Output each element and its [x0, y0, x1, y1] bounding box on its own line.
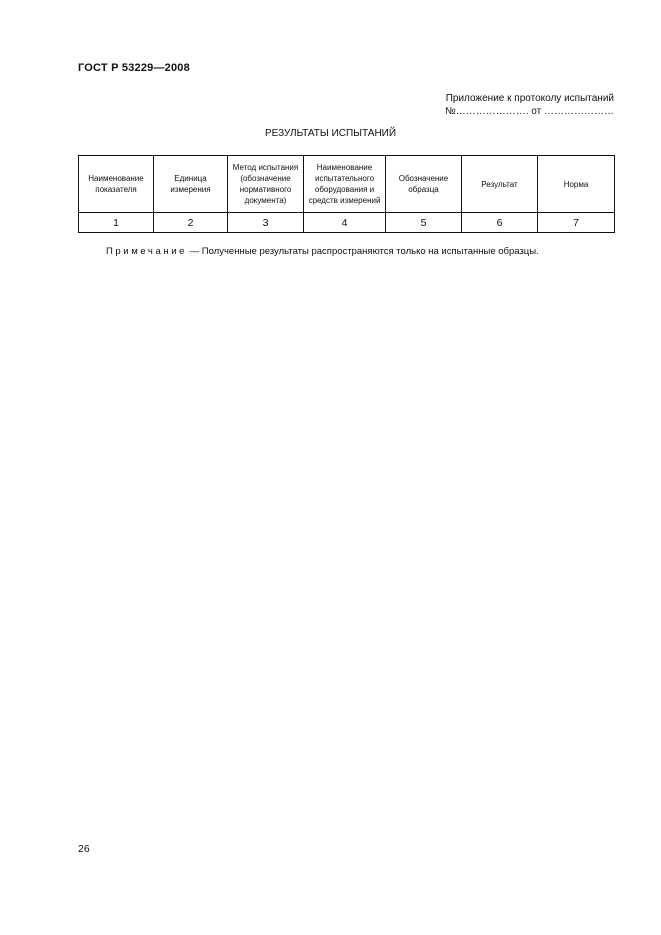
- column-header-norm: Норма: [538, 156, 615, 213]
- column-number: 3: [228, 213, 304, 233]
- column-header-sample-id: Обозначение образца: [386, 156, 462, 213]
- column-number: 6: [462, 213, 538, 233]
- section-title: РЕЗУЛЬТАТЫ ИСПЫТАНИЙ: [264, 128, 397, 139]
- table-note: [106, 246, 539, 257]
- column-number: 7: [538, 213, 615, 233]
- column-header-test-method: Метод испытания (обозначение нормативного документа): [228, 156, 304, 213]
- page-number: 26: [78, 843, 90, 855]
- column-header-unit: Единица измерения: [154, 156, 228, 213]
- column-number: 4: [304, 213, 386, 233]
- note-label: Примечание: [106, 246, 187, 257]
- column-header-equipment: Наименование испытательного оборудования и средств измерений: [304, 156, 386, 213]
- column-number: 2: [154, 213, 228, 233]
- appendix-number-date: №…………………. от …………………: [445, 106, 614, 117]
- table-row: [79, 213, 615, 233]
- results-table: [78, 155, 615, 233]
- table-header-row: [79, 156, 615, 213]
- note-text: — Полученные результаты распространяются только на испытанные образцы.: [187, 246, 539, 257]
- column-header-result: Результат: [462, 156, 538, 213]
- column-number: 5: [386, 213, 462, 233]
- appendix-title: Приложение к протоколу испытаний: [445, 93, 614, 104]
- column-number: 1: [79, 213, 154, 233]
- column-header-indicator-name: Наименование показателя: [79, 156, 154, 213]
- document-code: ГОСТ Р 53229—2008: [78, 62, 190, 74]
- appendix-reference: [445, 92, 614, 118]
